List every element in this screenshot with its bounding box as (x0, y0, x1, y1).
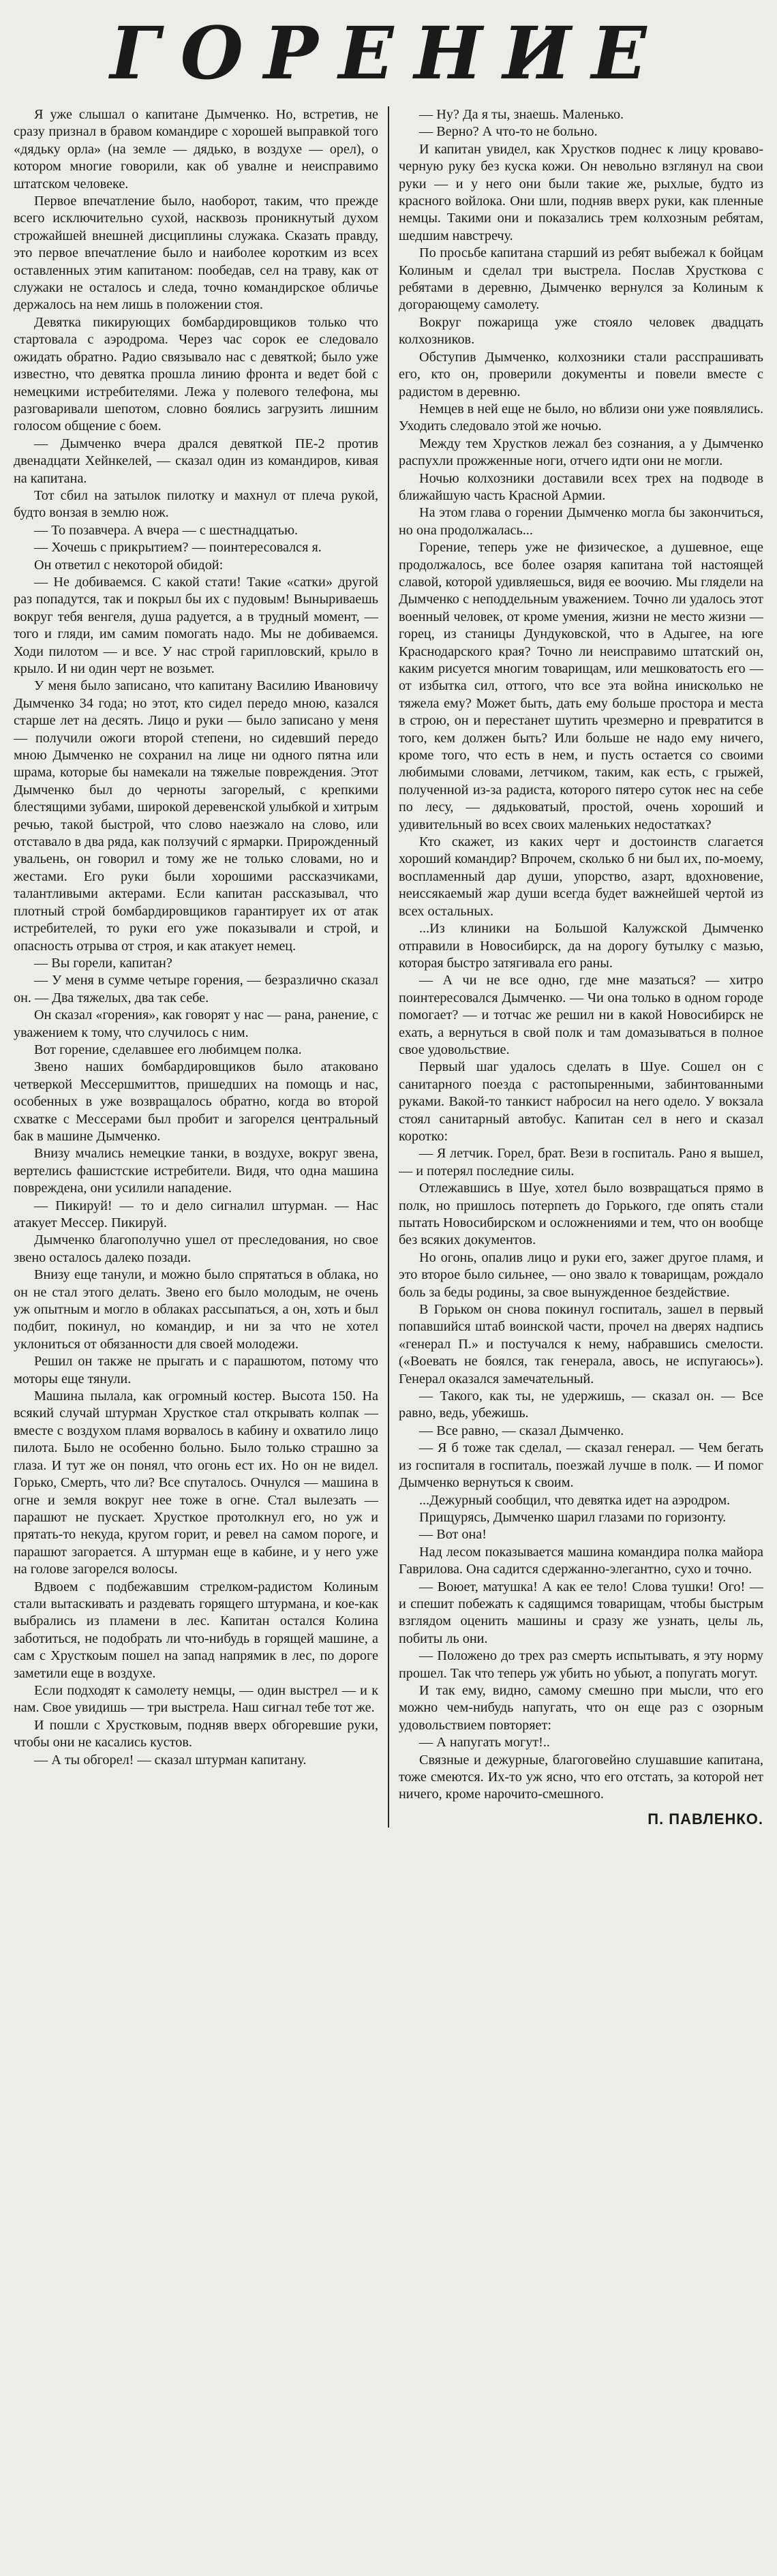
paragraph: ...Из клиники на Большой Калужской Дымченко отправили в Новосибирск, да на дорогу бутылку с мазью, которая быстро затягивала его раны. (399, 921, 763, 971)
paragraph: Машина пылала, как огромный костер. Высота 150. На всякий случай штурман Хрусткое стал открывать колпак — вместе с воздухом пламя ворвалось в кабину и охватило лицо пилота. Было не особенно больно. Было только страшно за глаза. И тут же он понял, что огонь ест их. Но он не видел. Горько, Смерть, что ли? Все спуталось. Очнулся — машина в огне и земля вокруг нее тоже в огне. Стал вылезать — парашют не пускает. Хрусткое протолкнул его, но уж и прятать-то некуда, кругом горит, и ревел на самом пороге, и парашют загорается. А штурман еще в кабине, и у него уже на голове загорелся волосы. (14, 1389, 378, 1577)
paragraph: — Вы горели, капитан? (34, 955, 172, 971)
paragraph: В Горьком он снова покинул госпиталь, зашел в первый попавшийся штаб воинской части, прочел на дверях надпись «генерал П.» и постучался к нему, набравшись смелости. («Воевать не боялся, так генерала, авось, не испугаюсь»). Генерал оказался замечательный. (399, 1302, 763, 1387)
paragraph: — Воюет, матушка! А как ее тело! Слова тушки! Ого! — и спешит побежать к садящимся товарищам, чтобы быстрым взглядом оценить машины и сразу же узнать, целы ль, побиты ль они. (399, 1579, 763, 1646)
paragraph: И так ему, видно, самому смешно при мысли, что его можно чем-нибудь напугать, что он еще раз с озорным удовольствием повторяет: (399, 1682, 763, 1733)
paragraph: — То позавчера. А вчера — с шестнадцатью. (34, 522, 299, 538)
paragraph: Кто скажет, из каких черт и достоинств слагается хороший командир? Впрочем, сколько б ни был их, по-моему, воспламенный дар души, упорство, азарт, вдохновение, неиссякаемый жар души всегда будет важнейшей чертой из всех остальных. (399, 834, 763, 919)
paragraph: — Такого, как ты, не удержишь, — сказал он. — Все равно, ведь, убежишь. (399, 1389, 763, 1421)
paragraph: Дымченко благополучно ушел от преследования, но свое звено осталось далеко позади. (14, 1232, 378, 1265)
left-column (14, 106, 378, 1828)
article-body (14, 106, 763, 1828)
paragraph: Связные и дежурные, благоговейно слушавшие капитана, тоже смеются. Их-то уж ясно, что его отстать, за которой нет ничего, кроме нарочито-смешного. (399, 1752, 763, 1802)
paragraph: — Хочешь с прикрытием? — поинтересовался я. (34, 540, 322, 556)
paragraph: На этом глава о горении Дымченко могла бы закончиться, но она продолжалась... (399, 505, 763, 538)
paragraph: Обступив Дымченко, колхозники стали расспрашивать его, кто он, проверили документы и повели вместе с радистом в деревню. (399, 349, 763, 399)
article-title: ГОРЕНИЕ (110, 10, 667, 95)
paragraph: Вокруг пожарища уже стояло человек двадцать колхозников. (399, 314, 763, 348)
paragraph: По просьбе капитана старший из ребят выбежал к бойцам Колиным и сделал три выстрела. Послав Хрусткова с ребятами в деревню, Дымченко вернулся за Колиным к догорающему самолету. (399, 245, 763, 313)
paragraph: Внизу мчались немецкие танки, в воздухе, вокруг звена, вертелись фашистские истребители. Видя, что одна машина повреждена, они усилили нападение. (14, 1146, 378, 1196)
paragraph: Горение, теперь уже не физическое, а душевное, еще продолжалось, все более озаряя капитана той настоящей славой, которой удивляешься, видя ее воочию. Мы глядели на Дымченко с неподдельным уважением. Точно ли удалось этот военный человек, от кроме умения, жизни не место жизни — горец, из станицы Дундуковской, что в Адыгее, на юге Краснодарского края? Точно ли неисправимо штатский он, каким рисуется многим товарищам, или мешковатость его — от избытка сил, оттого, что все эта война инисколько не тяжела ему? Может быть, дать ему больше простора и места в строю, он и перестанет шутить чрезмерно и превратится в того, кем должен быть? Или больше не надо ему ничего, кроме того, что есть в нем, и пусть остается со своими любимыми словами, летчиком, таким, как есть, с грыжей, полученной из-за радиста, которого пятеро суток нес на себе по лесу, — дядьковатый, простой, очень хороший и удивительный во всех своих маленьких недостатках? (399, 540, 763, 832)
paragraph: Он сказал «горения», как говорят у нас — рана, ранение, с уважением к тому, что случилось с ним. (14, 1007, 378, 1040)
paragraph: Первый шаг удалось сделать в Шуе. Сошел он с санитарного поезда с растопыренными, забинтованными руками. Вакой-то танкист набросил на него одело. У вокзала стоял санитарный автобус. Капитан сел в него и сказал коротко: (399, 1059, 763, 1144)
paragraph: — Не добиваемся. С какой стати! Такие «сатки» другой раз попадутся, так и покрыл бы их с пудовым! Выныриваешь вокруг тебя венгеля, душа радуется, а в трудный момент, — того и гляди, им самим помогать надо. Мы не добиваемся. Ходи пилотом — и все. У нас строй гарипловский, крыло в крыло. И ни один черт не возьмет. (14, 574, 378, 676)
column-divider (388, 106, 389, 1828)
right-column (399, 106, 763, 1828)
paragraph: Я уже слышал о капитане Дымченко. Но, встретив, не сразу признал в бравом командире с хорошей выправкой того «дядьку орла» (на земле — дядько, в воздухе — орел), о котором многие говорили, как об увалне и неисправимо штатском человеке. (14, 107, 378, 192)
paragraph: Решил он также не прыгать и с парашютом, потому что моторы еще тянули. (14, 1354, 378, 1387)
paragraph: Над лесом показывается машина командира полка майора Гаврилова. Она садится сдержанно-элегантно, сухо и точно. (399, 1544, 763, 1577)
paragraph: Внизу еще танули, и можно было спрятаться в облака, но он не стал этого делать. Звено его было молодым, не очень уж опытным и могло в облаках рассыпаться, а он, хоть и был подбит, покинул, но командир, и ни за что не хотел уклониться от обязанности для своей молодежи. (14, 1267, 378, 1352)
paragraph: — А ты обгорел! — сказал штурман капитану. (34, 1752, 307, 1768)
paragraph: Немцев в ней еще не было, но вблизи они уже появлялись. Уходить следовало этой же ночью. (399, 401, 763, 434)
paragraph: Звено наших бомбардировщиков было атаковано четверкой Мессершмиттов, пришедших на помощь и нас, особенных в уже возвращалось обратно, когда во второй схватке с Мессерами был пробит и загорелся центральный бак в машине Дымченко. (14, 1059, 378, 1144)
paragraph: — У меня в сумме четыре горения, — безразлично сказал он. — Два тяжелых, два так себе. (14, 973, 378, 1005)
author-signature: П. ПАВЛЕНКО. (648, 1810, 763, 1828)
paragraph: Девятка пикирующих бомбардировщиков только что стартовала с аэродрома. Через час сорок ее следовало ожидать обратно. Радио связывало нас с девяткой; было уже известно, что девятка прошла линию фронта и ведет бой с немецкими истребителями. Лежа у полевого телефона, мы разговаривали шепотом, словно боялись загрузить лишним голосом общение с боем. (14, 314, 378, 434)
paragraph: Прищурясь, Дымченко шарил глазами по горизонту. (419, 1509, 727, 1525)
paragraph: ...Дежурный сообщил, что девятка идет на аэродром. (419, 1492, 731, 1508)
paragraph: Отлежавшись в Шуе, хотел было возвращаться прямо в полк, но пришлось потерпеть до Горького, где опять стали пытать Новосибирском и осложнениями и тем, что он вообще без всяких документов. (399, 1181, 763, 1248)
paragraph: И пошли с Хрустковым, подняв вверх обгоревшие руки, чтобы они не касались кустов. (14, 1717, 378, 1751)
paragraph: — Все равно, — сказал Дымченко. (419, 1423, 624, 1438)
paragraph: Если подходят к самолету немцы, — один выстрел — и к нам. Свое увидишь — три выстрела. Наш сигнал тебе тот же. (14, 1682, 378, 1716)
paragraph: Он ответил с некоторой обидой: (34, 557, 224, 573)
paragraph: Вот горение, сделавшее его любимцем полка. (34, 1042, 302, 1057)
paragraph: — Я летчик. Горел, брат. Вези в госпиталь. Рано я вышел, — и потерял последние силы. (399, 1146, 763, 1179)
paragraph: — Верно? А что-то не больно. (419, 124, 598, 140)
paragraph: Ночью колхозники доставили всех трех на подводе в ближайшую часть Красной Армии. (399, 470, 763, 503)
paragraph: — Ну? Да я ты, знаешь. Маленько. (419, 107, 624, 122)
paragraph: Первое впечатление было, наоборот, таким, что прежде всего исключительно сухой, насквозь проникнутый духом строжайшей внешней дисциплины служака. Сказать правду, это первое впечатление было и наиболее коротким из всех оставленных этим капитаном: пообедав, сел на траву, как от служаки не осталось и следа, точно командирское обличье держалось на нем лишь в положении стоя. (14, 194, 378, 313)
paragraph: — Вот она! (419, 1527, 487, 1543)
paragraph: Но огонь, опалив лицо и руки его, зажег другое пламя, и это второе было сильнее, — оно звало к товарищам, рождало боль за беды родины, за свое вынужденное бездействие. (399, 1249, 763, 1300)
paragraph: — Пикируй! — то и дело сигналил штурман. — Нас атакует Мессер. Пикируй. (14, 1198, 378, 1230)
paragraph: — Я б тоже так сделал, — сказал генерал. — Чем бегать из госпиталя в госпиталь, поезжай лучше в полк. — И помог Дымченко вернуться к своим. (399, 1440, 763, 1491)
paragraph: Вдвоем с подбежавшим стрелком-радистом Колиным стали вытаскивать и раздевать горящего штурмана, и кое-как выбрались из пламени в лес. Капитан остался Колина заботиться, не подобрать ли что-нибудь в горящей машине, а сам с Хрусткоым пошел на запад напрямик в лес, по дороге заметили еще в воздухе. (14, 1579, 378, 1681)
paragraph: — А напугать могут!.. (419, 1735, 550, 1751)
paragraph: Тот сбил на затылок пилотку и махнул от плеча рукой, будто вонзая в землю нож. (14, 487, 378, 521)
paragraph: — А чи не все одно, где мне мазаться? — хитро поинтересовался Дымченко. — Чи она только в одном городе помогает? — и тотчас же решил ни в какой Новосибирск не ехать, а вернуться в свой полк и там домазываться в полное свое удовольствие. (399, 973, 763, 1057)
paragraph: — Дымченко вчера дрался девяткой ПЕ-2 против двенадцати Хейнкелей, — сказал один из командиров, кивая на капитана. (14, 436, 378, 486)
paragraph: И капитан увидел, как Хрустков поднес к лицу кроваво-черную руку без куска кожи. Он невольно взглянул на свои руки — и у него они были такие же, рыхлые, будто из красного войлока. Они шли, подняв вверх руки, как пленные немцы. Такими они и показались трем колхозным ребятам, шедшим навстречу. (399, 141, 763, 243)
paragraph: У меня было записано, что капитану Василию Ивановичу Дымченко 34 года; но этот, кто сидел передо мною, казался старше лет на десять. Лицо и руки — было записано у меня — получили ожоги второй степени, но сидевший передо мною Дымченко не сохранил на лице ни одного пятна или шрама, которые бы намекали на тяжелые повреждения. Этот Дымченко был до черноты загорелый, с крепкими блестящими зубами, широкой деревенской улыбкой и хитрым речью, такой быстрой, что слово наезжало на слово, или отставало в два ряда, как ползучий с ярмарки. Прирожденный увальень, он говорил и тому же не только словами, но и жестами. Его руки были хорошими рассказчиками, талантливыми актерами. Если капитан рассказывал, что плотный строй бомбардировщиков гарантирует их от атак истребителей, то руки его уже показывали и строй, и опасность отрыва от строя, и как атакует немец. (14, 678, 378, 954)
paragraph: — Положено до трех раз смерть испытывать, я эту норму прошел. Так что теперь уж убить но убьют, а попугать могут. (399, 1648, 763, 1681)
paragraph: Между тем Хрустков лежал без сознания, а у Дымченко распухли прожженные ноги, отчего идти они не могли. (399, 436, 763, 469)
